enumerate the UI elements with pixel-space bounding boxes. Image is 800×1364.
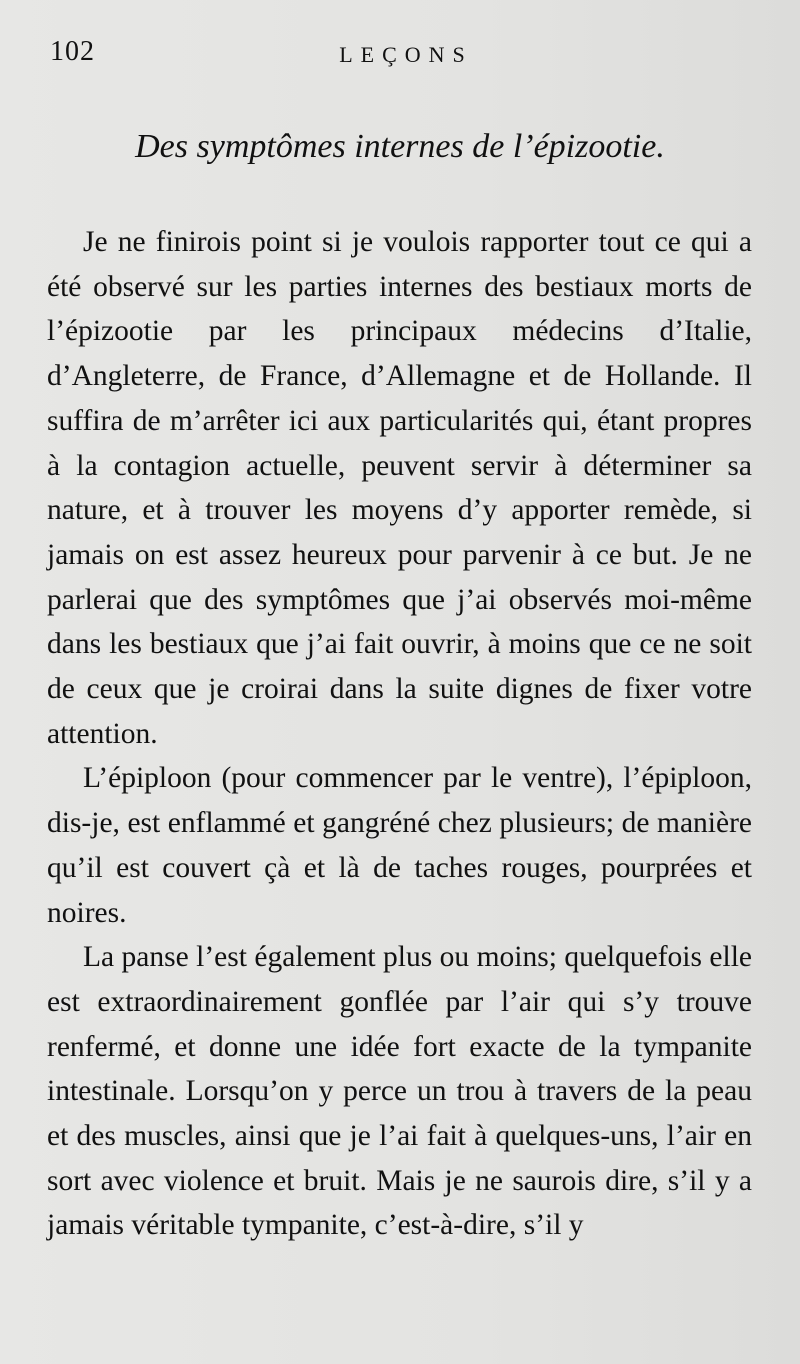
paragraph: L’épiploon (pour commencer par le ventre), l’épiploon, dis-je, est enflammé et gangréné chez plusieurs; de manière qu’il est couvert çà et là de taches rouges, pourprées et noires. [47, 762, 752, 929]
body-text [47, 220, 752, 1248]
paragraph: Je ne finirois point si je voulois rapporter tout ce qui a été observé sur les parties internes des bestiaux morts de l’épizootie par les principaux médecins d’Italie, d’Angleterre, de France, d’Allemagne et de Hollande. Il suffira de m’arrêter ici aux particularités qui, étant propres à la contagion actuelle, peuvent servir à déterminer sa nature, et à trouver les moyens d’y apporter remède, si jamais on est assez heureux pour parvenir à ce but. Je ne parlerai que des symptômes que j’ai observés moi-même dans les bestiaux que j’ai fait ouvrir, à moins que ce ne soit de ceux que je croirai dans la suite dignes de fixer votre attention. [47, 226, 752, 750]
page-header [0, 36, 800, 76]
page-number: 102 [50, 36, 95, 67]
section-title: Des symptômes internes de l’épizootie. [135, 128, 665, 165]
running-head: LEÇONS [339, 42, 473, 67]
paragraph: La panse l’est également plus ou moins; quelquefois elle est extraordinairement gonflée par l’air qui s’y trouve renfermé, et donne une idée fort exacte de la tympanite intestinale. Lorsqu’on y perce un trou à travers de la peau et des muscles, ainsi que je l’ai fait à quelques-uns, l’air en sort avec violence et bruit. Mais je ne saurois dire, s’il y a jamais véritable tympanite, c’est-à-dire, s’il y [47, 941, 752, 1242]
